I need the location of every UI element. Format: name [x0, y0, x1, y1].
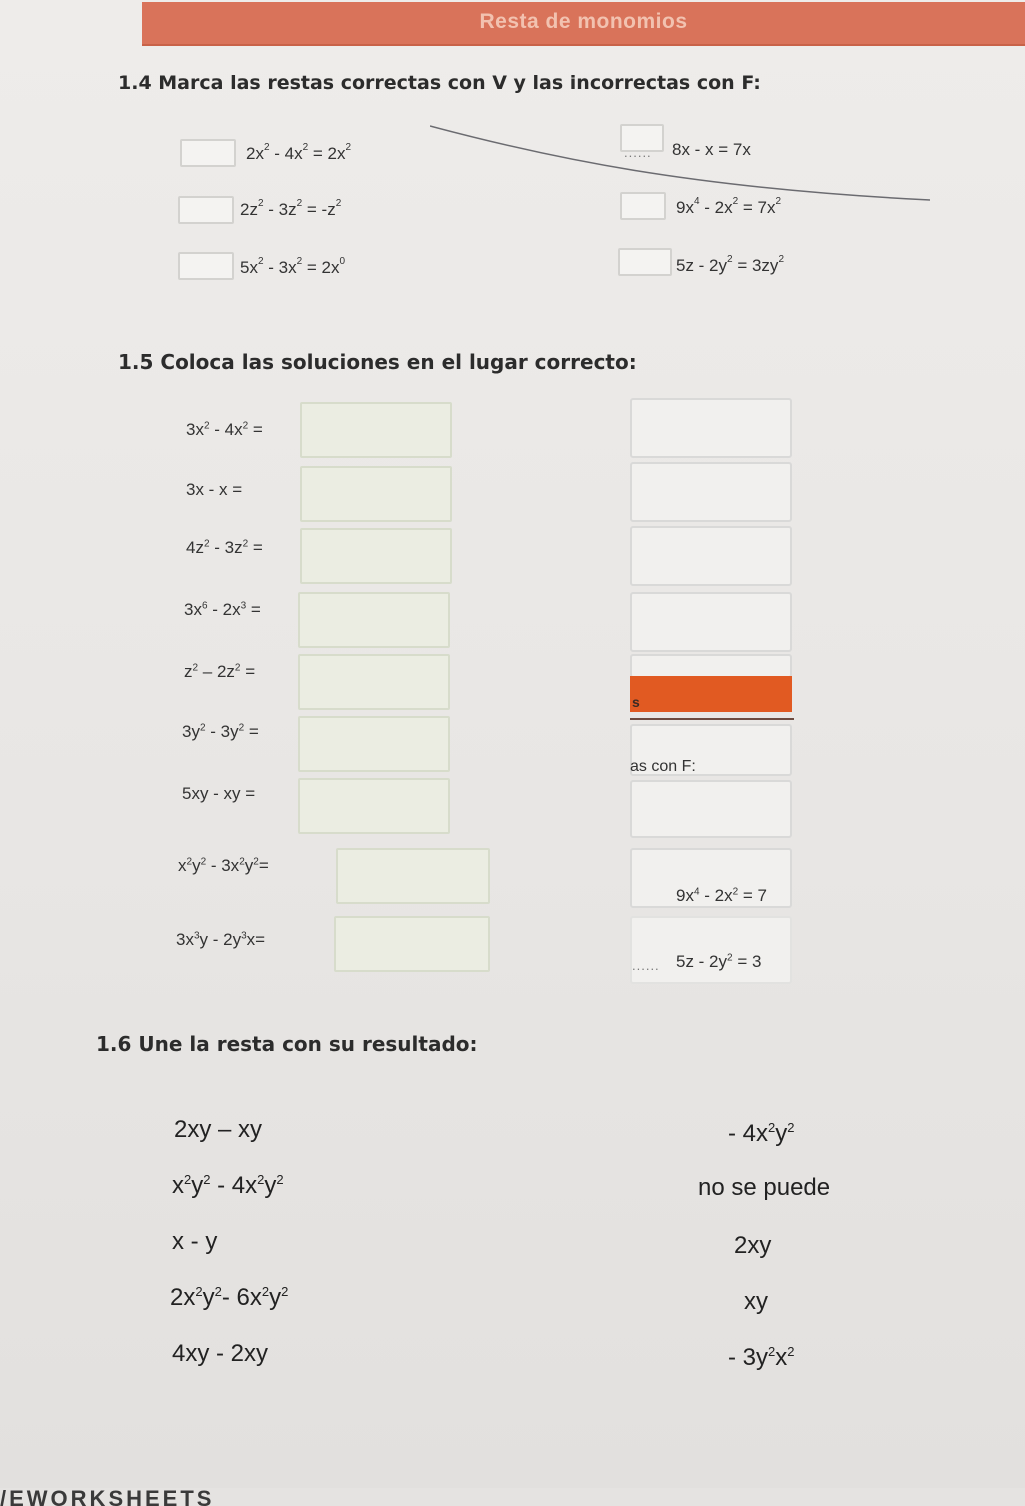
matching-result[interactable]: 2xy: [734, 1232, 772, 1259]
dots: ......: [624, 145, 652, 160]
matching-expression[interactable]: $x^2y^2 - 4x^2y^2$: [172, 1172, 284, 1199]
solution-tile[interactable]: [630, 592, 792, 652]
stray-pen-line: [430, 118, 930, 208]
subtraction-expression: 3x - x =: [186, 480, 243, 499]
solution-tile[interactable]: [630, 398, 792, 458]
subtraction-expression: $z^2 - 2z^2$ =: [184, 662, 256, 681]
solution-tile[interactable]: [630, 654, 792, 678]
solution-tile[interactable]: [630, 462, 792, 522]
answer-drop-box[interactable]: [300, 528, 452, 584]
answer-checkbox[interactable]: [178, 196, 234, 224]
section-1-5-heading: 1.5 Coloca las soluciones en el lugar correcto:: [118, 350, 637, 374]
equation: $2x^2 - 4x^2 = 2x^2$: [246, 142, 352, 163]
section-1-4-heading: 1.4 Marca las restas correctas con V y las incorrectas con F:: [118, 72, 761, 94]
footer-fragment: /EWORKSHEETS: [0, 1486, 215, 1506]
overlay-heading-fragment: as con F:: [630, 758, 696, 775]
subtraction-expression: $3x^2 - 4x^2$ =: [186, 420, 263, 439]
matching-expression[interactable]: 4xy - 2xy: [172, 1340, 269, 1367]
answer-checkbox[interactable]: [178, 252, 234, 280]
dots: ......: [632, 958, 660, 973]
solution-tile[interactable]: [630, 780, 792, 838]
overlay-equation-fragment: $9x^4 - 2x^2 = 7$: [676, 886, 767, 905]
matching-result[interactable]: no se puede: [698, 1174, 831, 1201]
answer-checkbox[interactable]: [618, 248, 672, 276]
divider: [630, 718, 794, 720]
answer-checkbox[interactable]: [180, 139, 236, 167]
matching-result[interactable]: - $4x^2y^2$: [728, 1120, 795, 1147]
matching-expression[interactable]: $2x^2y^2-$ $6x^2y^2$: [170, 1284, 289, 1311]
overlay-fragment-letter: s: [632, 694, 640, 710]
title-banner: [142, 2, 1025, 46]
subtraction-expression: $4z^2 - 3z^2$ =: [186, 538, 263, 557]
overlapping-header-fragment: [630, 676, 792, 712]
answer-drop-box[interactable]: [336, 848, 490, 904]
answer-drop-box[interactable]: [298, 778, 450, 834]
solution-tile[interactable]: [630, 526, 792, 586]
subtraction-expression: $3x^6 - 2x^3$ =: [184, 600, 261, 619]
matching-result[interactable]: xy: [744, 1288, 768, 1315]
overlay-equation-fragment: $5z - 2y^2 = 3$: [676, 952, 762, 971]
answer-drop-box[interactable]: [334, 916, 490, 972]
answer-drop-box[interactable]: [300, 402, 452, 458]
equation: $2z^2 - 3z^2 = -z^2$: [240, 198, 342, 219]
matching-expression[interactable]: x - y: [172, 1228, 218, 1255]
equation: $9x^4 - 2x^2 = 7x^2$: [676, 196, 782, 217]
answer-checkbox[interactable]: [620, 192, 666, 220]
subtraction-expression: 5xy - xy =: [182, 784, 256, 803]
subtraction-expression: $x^2y^2 - 3x^2y^2=$: [178, 856, 269, 875]
worksheet-title: Resta de monomios: [479, 10, 688, 33]
solution-tile[interactable]: [630, 916, 792, 984]
section-1-6-heading: 1.6 Une la resta con su resultado:: [96, 1032, 478, 1056]
subtraction-expression: $3x^3y - 2y^3x=$: [176, 930, 266, 949]
matching-expression[interactable]: 2xy – xy: [174, 1116, 263, 1143]
equation: $5x^2 - 3x^2 = 2x^0$: [240, 256, 346, 277]
equation: 8x - x = 7x: [672, 140, 751, 159]
equation: $5z - 2y^2 = 3zy^2$: [676, 254, 784, 275]
answer-drop-box[interactable]: [298, 716, 450, 772]
subtraction-expression: $3y^2 - 3y^2$ =: [182, 722, 259, 741]
matching-result[interactable]: - $3y^2x^2$: [728, 1344, 795, 1371]
answer-drop-box[interactable]: [298, 654, 450, 710]
answer-drop-box[interactable]: [300, 466, 452, 522]
answer-drop-box[interactable]: [298, 592, 450, 648]
